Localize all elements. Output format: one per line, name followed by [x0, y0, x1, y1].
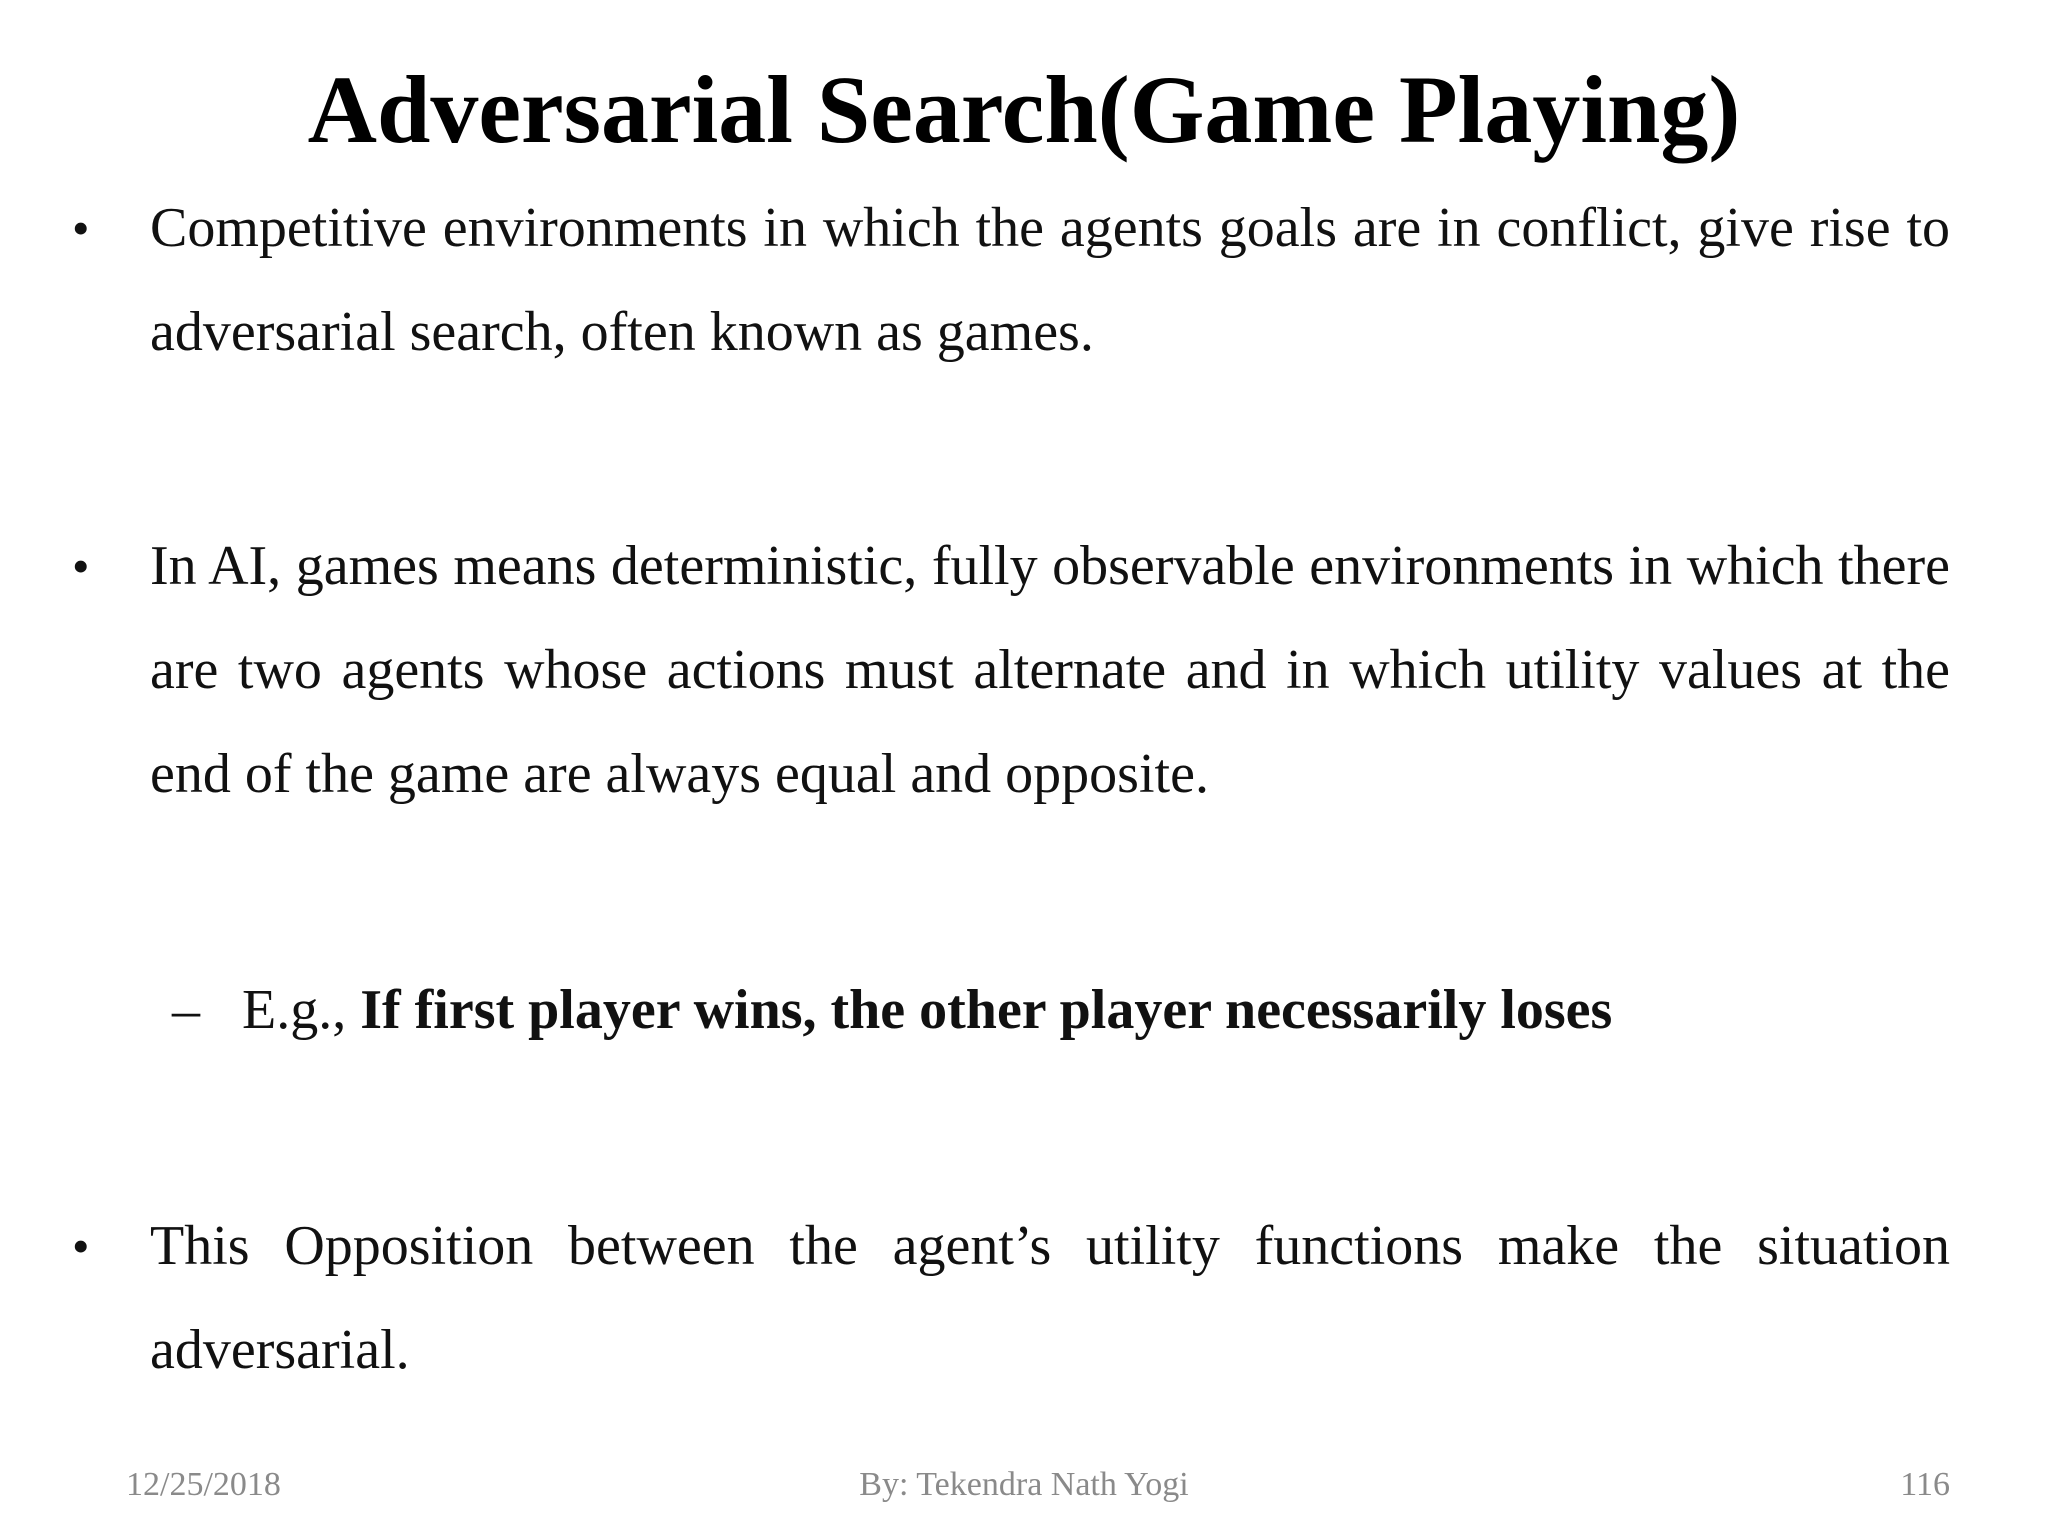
bullet-text: This Opposition between the agent’s utility functions make the situation adversarial.	[150, 1215, 1950, 1381]
sub-bullet-item	[172, 958, 1612, 1062]
sub-bullet-bold-text: If first player wins, the other player necessarily loses	[360, 979, 1613, 1041]
bullet-marker: •	[72, 538, 90, 594]
bullet-item-2	[72, 514, 1950, 826]
bullet-marker: •	[72, 200, 90, 256]
slide-title: Adversarial Search(Game Playing)	[307, 56, 1741, 163]
bullet-text: Competitive environments in which the agents goals are in conflict, give rise to adversarial search, often known as games.	[150, 197, 1950, 363]
bullet-item-1	[72, 176, 1950, 384]
footer-author: By: Tekendra Nath Yogi	[859, 1466, 1189, 1503]
bullet-marker: •	[72, 1218, 90, 1274]
sub-bullet-prefix: E.g.,	[242, 979, 361, 1041]
bullet-item-3	[72, 1194, 1950, 1402]
sub-bullet-marker: –	[172, 979, 200, 1041]
bullet-text: In AI, games means deterministic, fully observable environments in which there are two agents whose actions must alternate and in which utility values at the end of the game are always equal and opposite.	[150, 535, 1950, 805]
footer-date: 12/25/2018	[126, 1466, 281, 1503]
footer-page-number: 116	[1900, 1466, 1950, 1503]
